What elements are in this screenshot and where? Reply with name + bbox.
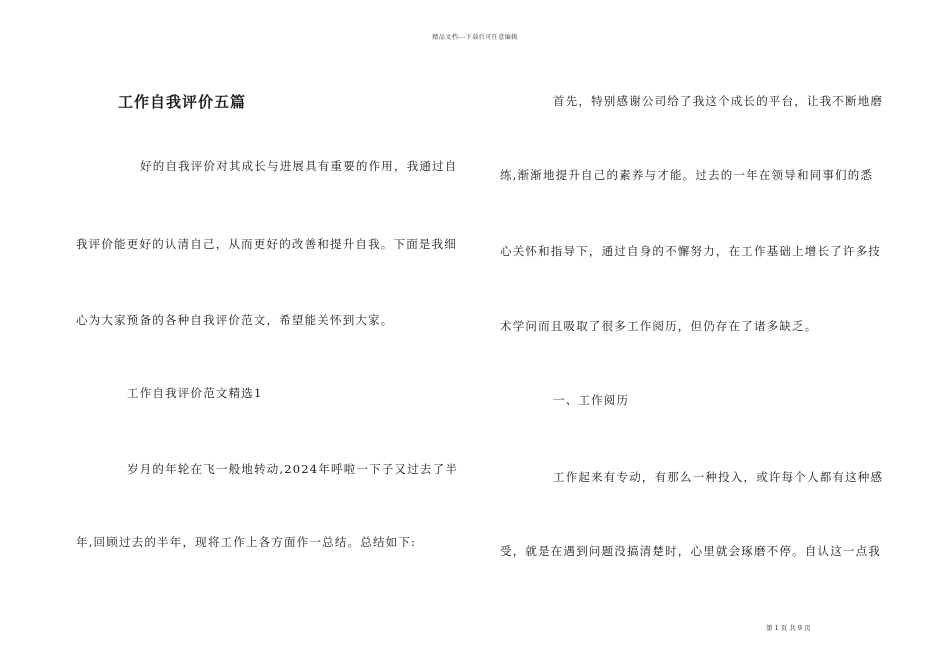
section-heading: 工作自我评价范文精选1 xyxy=(127,386,263,400)
paragraph-line: 受，就是在遇到问题没搞清楚时，心里就会琢磨不停。自认这一点我 xyxy=(500,544,881,558)
header-note: 精品文档---下载后可任意编辑 xyxy=(432,34,518,41)
paragraph-line: 工作起来有专动，有那么一种投入，或许每个人都有这种感 xyxy=(553,470,884,484)
paragraph-line: 术学问而且吸取了很多工作阅历，但仍存在了诸多缺乏。 xyxy=(500,319,818,333)
paragraph-line: 首先，特别感谢公司给了我这个成长的平台，让我不断地磨 xyxy=(553,94,884,108)
paragraph-line: 练,渐渐地提升自己的素养与才能。过去的一年在领导和同事们的悉 xyxy=(500,168,874,182)
paragraph-line: 岁月的年轮在飞一般地转动,2024年呼啦一下子又过去了半 xyxy=(127,462,459,476)
paragraph-line: 心为大家预备的各种自我评价范文，希望能关怀到大家。 xyxy=(76,313,394,327)
page-number-footer: 第 1 页 共 9 页 xyxy=(766,624,811,632)
paragraph-line: 好的自我评价对其成长与进展具有重要的作用，我通过自 xyxy=(140,159,458,173)
paragraph-line: 我评价能更好的认清自己，从而更好的改善和提升自我。下面是我细 xyxy=(76,237,457,251)
paragraph-line: 年,回顾过去的半年，现将工作上各方面作一总结。总结如下: xyxy=(76,535,417,549)
section-heading: 一、工作阅历 xyxy=(553,393,630,407)
paragraph-line: 心关怀和指导下，通过自身的不懈努力，在工作基础上增长了许多技 xyxy=(500,244,881,258)
document-title: 工作自我评价五篇 xyxy=(118,93,247,111)
